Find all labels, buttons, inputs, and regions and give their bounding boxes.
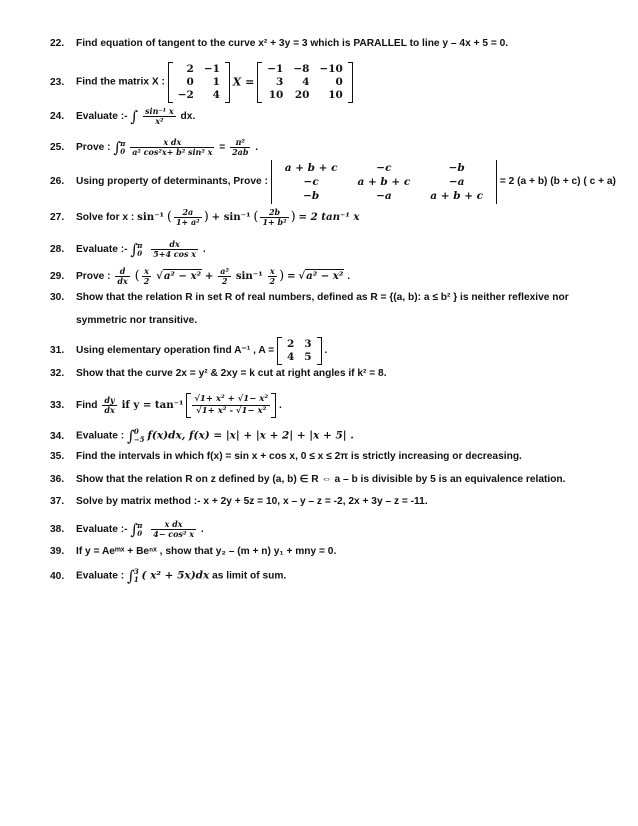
fraction: $\frac{2a}{\text{1+ a²}}$ [175,207,200,227]
question-tail: . [347,271,351,283]
question-lead: Evaluate :- [76,524,128,536]
sqrt-term: a² − x² [306,270,344,283]
question-number: 25. [50,142,65,154]
integral-sign: ∫ [126,427,135,445]
integral-limits: 0 −5 [133,427,145,444]
function: sin⁻¹ [235,270,263,283]
determinant: a + b + c −c −b −c a + b + c −a −b −a a + b + c [271,160,497,204]
question-tail: . [278,400,282,412]
question-35 [50,451,522,463]
integral-sign: ∫ [130,107,139,126]
question-number: 30. [50,292,65,303]
question-text: Show that the relation R on z defined by (a, b) ∈ R ⇔ a – b is divisible by 5 is an equivalence relation. [76,474,566,485]
integral-limits: π 0 [120,138,126,156]
question-tail: . [200,524,204,536]
question-number: 28. [50,244,65,256]
expression: f(x)dx, f(x) = |x| + |x + 2| + |x + 5| . [147,429,354,442]
question-mid: if y = tan⁻¹ [121,399,184,412]
question-26 [50,160,616,204]
question-text: Show that the relation R in set R of real numbers, defined as R = {(a, b): a ≤ b² } is neither reflexive nor [76,292,569,303]
expression: ( x² + 5x)dx [141,569,210,582]
function: sin⁻¹ [137,211,165,224]
fraction: $\frac{\text{sin⁻¹ x}}{\text{x²}}$ [145,106,174,126]
question-23 [50,62,353,103]
matrix-a: 2 −1 0 1 −2 4 [168,62,230,103]
integral-limits: π 0 [137,520,143,538]
integral-limits: 3 1 [133,567,139,584]
rhs: = 2 tan⁻¹ x [298,211,360,224]
question-25 [50,138,258,157]
question-38 [50,520,204,539]
integral-sign: ∫ [126,567,135,585]
question-tail: . [202,244,206,256]
question-lead: Solve for x : [76,212,135,224]
equals: = [219,142,226,154]
matrix-a: 2 3 4 5 [277,337,322,365]
integral-sign: ∫ [113,138,122,157]
question-number: 29. [50,271,65,283]
integral-sign: ∫ [130,520,139,539]
question-lead: Evaluate :- [76,111,128,123]
question-tail: as limit of sum. [212,570,287,582]
question-number: 24. [50,111,65,123]
sqrt-term: a² − x² [163,270,202,283]
fraction: $\frac{2b}{\text{1+ b²}}$ [262,207,287,227]
derivative: $\frac{d}{dx}$ [117,266,128,286]
question-31 [50,337,327,365]
question-number: 37. [50,496,65,507]
question-29: 29. Prove : $\frac{d}{dx}$ ( $\frac{x}{2}$ √a² − x² + $\frac{\text{a²}}{2}$ sin⁻¹ $\frac{x}{2}$ ) = √a² − x² . [50,266,351,286]
question-28 [50,240,206,259]
integral-limits: π 0 [137,240,143,258]
derivative: $\frac{dy}{dx}$ [104,395,115,415]
question-39 [50,546,336,558]
fraction: $\frac{\text{x dx}}{\text{4− cos² x}}$ [153,519,194,539]
question-30-continued [50,315,197,327]
question-lead: Prove : [76,271,111,283]
question-24 [50,107,195,126]
matrix-eq: X = [232,75,255,89]
question-number: 33. [50,400,65,412]
question-number: 38. [50,524,65,536]
fraction: $\frac{dx}{\text{5+4 cos x}}$ [153,239,197,259]
bracket-fraction: $\frac{\text{√1+ x² + √1− x²}}{\text{√1+ x² - √1− x²}}$ [186,393,276,418]
matrix-b: −1 −8 −10 3 4 0 10 20 10 [257,62,353,103]
fraction: $\frac{\text{a²}}{2}$ [220,266,229,286]
question-33 [50,393,282,418]
question-number: 22. [50,38,65,49]
question-lead: Find [76,400,98,412]
question-text: Find equation of tangent to the curve x² + 3y = 3 which is PARALLEL to line y – 4x + 5 = 0. [76,38,509,49]
question-30 [50,292,569,304]
question-32 [50,368,387,380]
question-tail: . [324,345,328,356]
question-lead: Using elementary operation find A⁻¹ , A = [76,345,275,356]
question-number: 23. [50,76,65,88]
question-40 [50,568,286,584]
question-number: 31. [50,345,65,356]
function: + sin⁻¹ [211,211,251,224]
question-lead: Evaluate : [76,570,125,582]
question-number: 34. [50,430,65,442]
question-text: Solve by matrix method :- x + 2y + 5z = 10, x – y – z = -2, 2x + 3y – z = -11. [76,496,428,507]
fraction-rhs: $\frac{\text{π²}}{2ab}$ [232,137,249,157]
question-tail: dx. [180,111,196,123]
question-number: 26. [50,176,65,187]
question-lead: Evaluate :- [76,244,128,256]
question-34 [50,428,354,444]
question-text: symmetric nor transitive. [76,315,198,326]
question-36 [50,474,565,486]
question-lead: Evaluate : [76,430,125,442]
question-number: 35. [50,451,65,462]
plus: + [204,270,214,283]
equals: = [287,270,296,283]
question-text: Find the intervals in which f(x) = sin x + cos x, 0 ≤ x ≤ 2π is strictly increasing or decreasing. [76,451,522,462]
question-22 [50,38,508,50]
question-27: 27. Solve for x : sin⁻¹ ( $\frac{2a}{\text{1+ a²}}$ ) + sin⁻¹ ( $\frac{2b}{\text{1+ b²}}$ ) = 2 tan⁻¹ x [50,207,360,227]
question-number: 27. [50,212,65,224]
question-text: Show that the curve 2x = y² & 2xy = k cut at right angles if k² = 8. [76,368,387,379]
question-number: 32. [50,368,65,379]
integral-sign: ∫ [130,240,139,259]
question-text: If y = Aeᵐˣ + Beⁿˣ , show that y₂ – (m + n) y₁ + mny = 0. [76,546,337,557]
fraction: $\frac{x}{2}$ [269,266,276,286]
question-tail: . [255,142,259,154]
question-lead: Prove : [76,142,111,154]
question-number: 39. [50,546,65,557]
question-lead: Using property of determinants, Prove : [76,176,268,187]
question-number: 40. [50,570,65,582]
question-tail: = 2 (a + b) (b + c) ( c + a) [499,176,616,187]
fraction: $\frac{x}{2}$ [143,266,150,286]
question-number: 36. [50,474,65,485]
question-lead: Find the matrix X : [76,76,165,88]
question-37 [50,496,428,508]
fraction: $\frac{\text{x dx}}{\text{a² cos²x+ b² sin² x}}$ [132,137,213,157]
